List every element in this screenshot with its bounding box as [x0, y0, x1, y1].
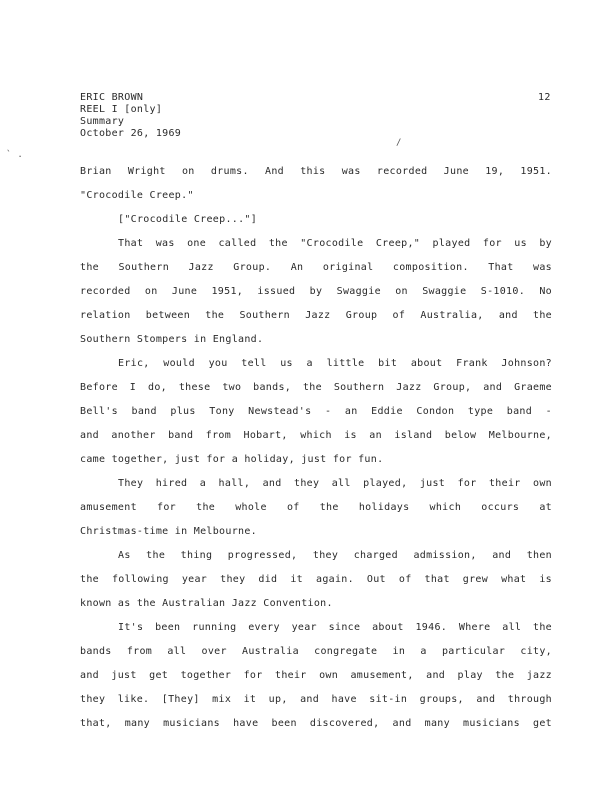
body-line: Before I do, these two bands, the Southern Jazz Group, and Graeme: [80, 382, 552, 393]
stray-mark: /: [396, 138, 402, 148]
body-line: and just get together for their own amusement, and play the jazz: [80, 670, 552, 681]
body-line: and another band from Hobart, which is an island below Melbourne,: [80, 430, 552, 441]
header-type: Summary: [80, 116, 125, 127]
body-line: Eric, would you tell us a little bit about Frank Johnson?: [118, 358, 552, 369]
body-line: ["Crocodile Creep..."]: [118, 214, 258, 225]
body-line: It's been running every year since about 1946. Where all the: [118, 622, 552, 633]
body-line: Christmas-time in Melbourne.: [80, 526, 257, 537]
body-line: relation between the Southern Jazz Group of Australia, and the: [80, 310, 552, 321]
body-line: the Southern Jazz Group. An original composition. That was: [80, 262, 552, 273]
body-line: They hired a hall, and they all played, just for their own: [118, 478, 552, 489]
body-line: Brian Wright on drums. And this was recorded June 19, 1951.: [80, 166, 552, 177]
body-line: Bell's band plus Tony Newstead's - an Eddie Condon type band -: [80, 406, 552, 417]
body-line: recorded on June 1951, issued by Swaggie on Swaggie S-1010. No: [80, 286, 552, 297]
body-line: that, many musicians have been discovered, and many musicians get: [80, 718, 552, 729]
header-name: ERIC BROWN: [80, 92, 144, 103]
header-date: October 26, 1969: [80, 128, 182, 139]
body-line: known as the Australian Jazz Convention.: [80, 598, 333, 609]
body-line: the following year they did it again. Out of that grew what is: [80, 574, 552, 585]
margin-mark: ` .: [6, 150, 24, 160]
body-line: bands from all over Australia congregate in a particular city,: [80, 646, 552, 657]
page-number: 12: [538, 92, 551, 103]
body-line: "Crocodile Creep.": [80, 190, 194, 201]
body-line: they like. [They] mix it up, and have sit-in groups, and through: [80, 694, 552, 705]
body-line: amusement for the whole of the holidays which occurs at: [80, 502, 552, 513]
body-line: That was one called the "Crocodile Creep," played for us by: [118, 238, 552, 249]
body-line: As the thing progressed, they charged admission, and then: [118, 550, 552, 561]
body-line: Southern Stompers in England.: [80, 334, 264, 345]
header-reel: REEL I [only]: [80, 104, 163, 115]
body-line: came together, just for a holiday, just for fun.: [80, 454, 384, 465]
document-header: [80, 92, 181, 140]
